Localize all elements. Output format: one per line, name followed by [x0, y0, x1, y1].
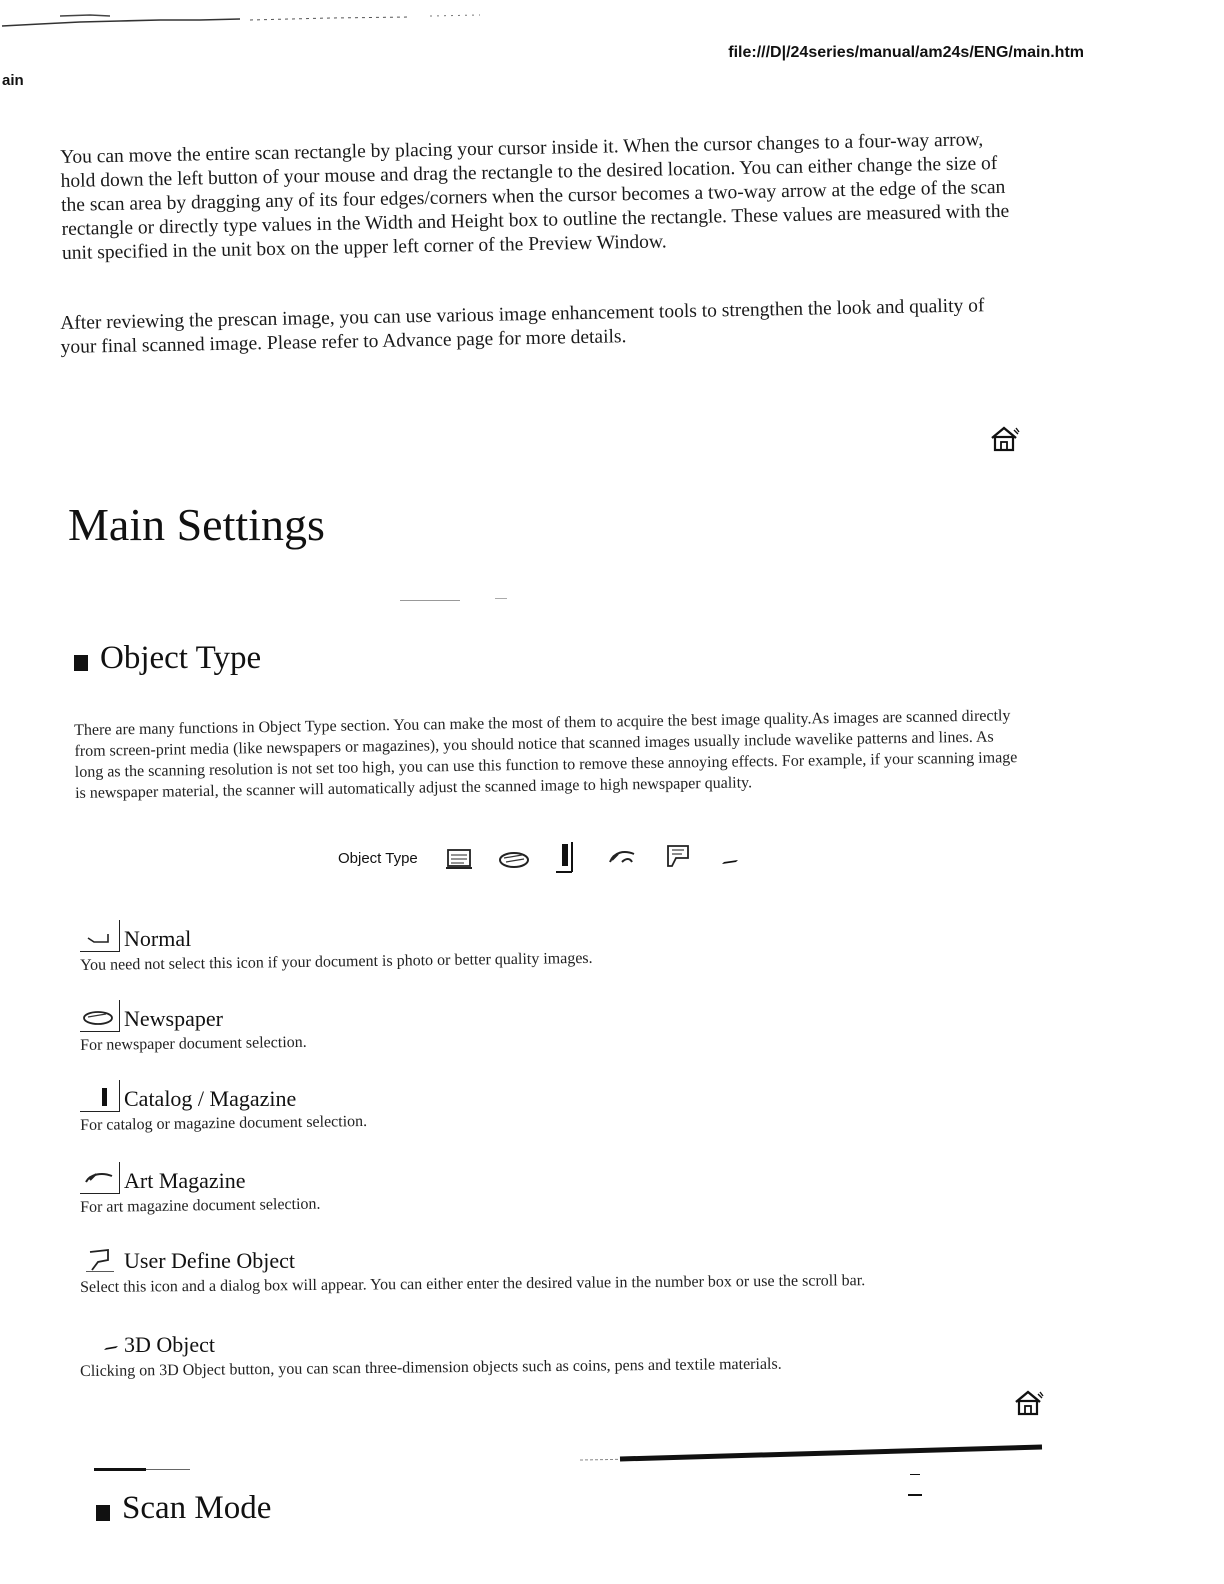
art-magazine-icon[interactable] — [604, 840, 640, 876]
object-type-item-art-magazine — [80, 1162, 1030, 1218]
3d-object-icon[interactable] — [712, 840, 748, 876]
item-description: For art magazine document selection. — [80, 1195, 321, 1216]
section-heading-object-type — [74, 640, 261, 677]
item-description: Clicking on 3D Object button, you can scan three-dimension objects such as coins, pens and textile materials. — [80, 1355, 782, 1380]
divider — [910, 1474, 920, 1475]
item-title: Normal — [124, 926, 192, 951]
section-heading-text: Object Type — [100, 640, 262, 676]
page-title: Main Settings — [68, 499, 325, 550]
section-heading-text: Scan Mode — [122, 1490, 272, 1526]
divider — [908, 1494, 922, 1496]
scan-artifact — [0, 6, 480, 30]
object-type-item-catalog — [80, 1080, 1030, 1136]
divider — [580, 1440, 1050, 1464]
home-icon[interactable] — [988, 424, 1020, 454]
object-type-item-newspaper — [80, 1000, 1030, 1056]
divider — [146, 1469, 190, 1470]
catalog-icon[interactable] — [80, 1080, 120, 1112]
object-type-item-normal — [80, 920, 1030, 976]
item-title: 3D Object — [124, 1332, 216, 1357]
user-define-icon[interactable] — [80, 1242, 120, 1274]
divider — [400, 600, 460, 601]
3d-object-icon[interactable] — [80, 1326, 120, 1358]
item-description: You need not select this icon if your document is photo or better quality images. — [80, 949, 593, 974]
item-title: Art Magazine — [124, 1168, 246, 1193]
divider — [495, 598, 507, 599]
object-type-description: There are many functions in Object Type section. You can make the most of them to acquire the best image quality.As images are scanned directly from screen-print media (like newspapers or magazines), you should notice that scanned images usually include wavelike patterns and lines. As long as the scanning resolution is not set too high, you can use this function to remove these annoying effects. For example, if your scanning image is newspaper material, the scanner will automatically adjust the scanned image to high newspaper quality. — [74, 707, 1018, 802]
item-title: Catalog / Magazine — [124, 1086, 297, 1111]
item-title: Newspaper — [124, 1006, 223, 1031]
divider — [94, 1468, 146, 1471]
object-type-toolbar — [338, 840, 748, 876]
toolbar-label: Object Type — [338, 849, 418, 867]
normal-icon[interactable] — [442, 840, 478, 876]
catalog-icon[interactable] — [550, 840, 586, 876]
newspaper-icon[interactable] — [496, 840, 532, 876]
page-url: file:///D|/24series/manual/am24s/ENG/main.htm — [728, 44, 1084, 61]
item-description: For newspaper document selection. — [80, 1033, 307, 1054]
page-header-fragment: ain — [2, 72, 24, 89]
art-magazine-icon[interactable] — [80, 1162, 120, 1194]
bullet-square — [74, 655, 88, 671]
object-type-item-3d-object — [80, 1326, 1030, 1382]
home-icon[interactable] — [1012, 1388, 1044, 1418]
intro-paragraph-1: You can move the entire scan rectangle by placing your cursor inside it. When the cursor changes to a four-way arrow, hold down the left button of your mouse and drag the rectangle to the desired location. You can either change the size of the scan area by dragging any of its four edges/corners when the cursor becomes a two-way arrow at the edge of the scan rectangle or directly type values in the Width and Height box to outline the rectangle. These values are measured with the unit specified in the unit box on the upper left corner of the Preview Window. — [60, 128, 1010, 264]
section-heading-scan-mode — [96, 1490, 271, 1527]
normal-icon[interactable] — [80, 920, 120, 952]
item-description: Select this icon and a dialog box will appear. You can either enter the desired value in the number box or use the scroll bar. — [80, 1272, 866, 1296]
item-title: User Define Object — [124, 1248, 296, 1273]
newspaper-icon[interactable] — [80, 1000, 120, 1032]
object-type-item-user-define — [80, 1242, 1030, 1298]
item-description: For catalog or magazine document selection. — [80, 1112, 368, 1134]
intro-paragraph-2: After reviewing the prescan image, you can use various image enhancement tools to strengthen the look and quality of your final scanned image. Please refer to Advance page for more details. — [60, 294, 985, 358]
user-define-icon[interactable] — [658, 840, 694, 876]
bullet-square — [96, 1505, 110, 1521]
